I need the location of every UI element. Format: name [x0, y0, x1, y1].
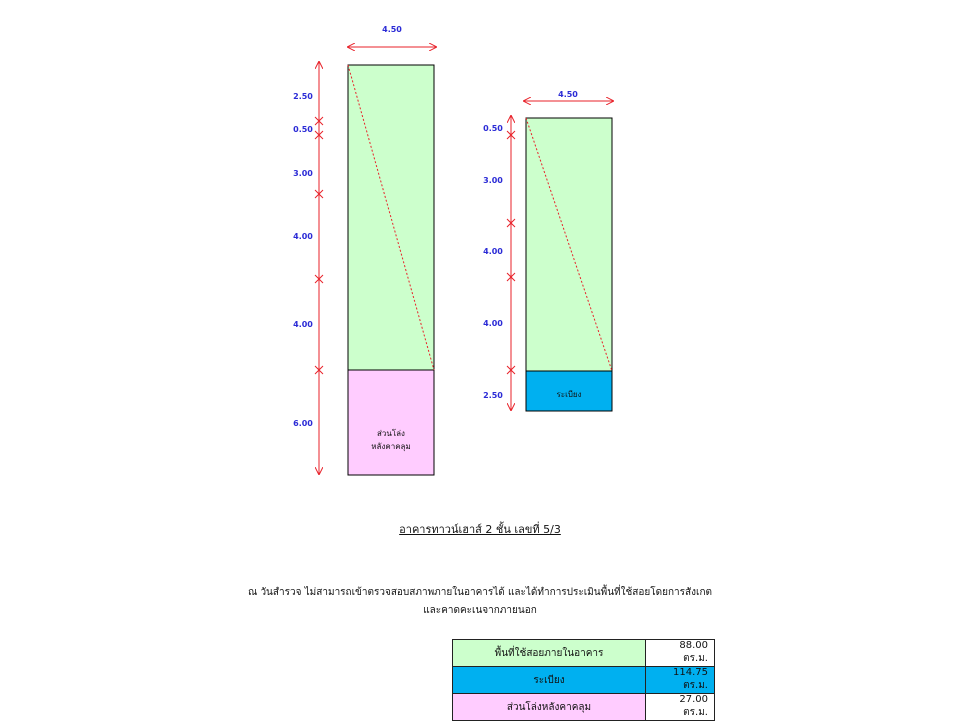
table-row [453, 667, 715, 694]
table-row [453, 640, 715, 667]
area-label: ระเบียง [453, 667, 646, 694]
right-height-label: 3.00 [483, 176, 503, 185]
left-width-label: 4.50 [382, 25, 402, 34]
right-width-label: 4.50 [558, 90, 578, 99]
area-value: 88.00 ตร.ม. [646, 640, 715, 667]
right-height-label: 4.00 [483, 319, 503, 328]
pink-room-label-line2: หลังคาคลุม [371, 442, 411, 451]
area-label: พื้นที่ใช้สอยภายในอาคาร [453, 640, 646, 667]
survey-note-line1: ณ วันสำรวจ ไม่สามารถเข้าตรวจสอบสภาพภายในอาคารได้ และได้ทำการประเมินพื้นที่ใช้สอยโดยการสังเกต [247, 587, 712, 598]
left-height-dim [315, 62, 323, 474]
area-summary-table [452, 639, 715, 721]
left-plan [293, 25, 436, 475]
blue-room-label: ระเบียง [556, 390, 582, 399]
left-height-label: 2.50 [293, 92, 313, 101]
drawing-caption [0, 520, 960, 538]
left-pink-room [348, 370, 434, 475]
pink-room-label-line1: ส่วนโล่ง [377, 429, 405, 438]
left-height-label: 6.00 [293, 419, 313, 428]
survey-note-line2: และคาดคะเนจากภายนอก [423, 605, 537, 616]
caption-text: อาคารทาวน์เฮาส์ 2 ชั้น เลขที่ 5/3 [399, 523, 561, 536]
right-height-label: 0.50 [483, 124, 503, 133]
area-label: ส่วนโล่งหลังคาคลุม [453, 694, 646, 721]
left-height-label: 4.00 [293, 232, 313, 241]
right-height-label: 4.00 [483, 247, 503, 256]
right-height-label: 2.50 [483, 391, 503, 400]
left-height-label: 3.00 [293, 169, 313, 178]
area-value: 114.75 ตร.ม. [646, 667, 715, 694]
right-height-dim [507, 116, 515, 410]
left-height-label: 0.50 [293, 125, 313, 134]
left-height-label: 4.00 [293, 320, 313, 329]
area-value: 27.00 ตร.ม. [646, 694, 715, 721]
right-plan [483, 90, 613, 411]
table-row [453, 694, 715, 721]
